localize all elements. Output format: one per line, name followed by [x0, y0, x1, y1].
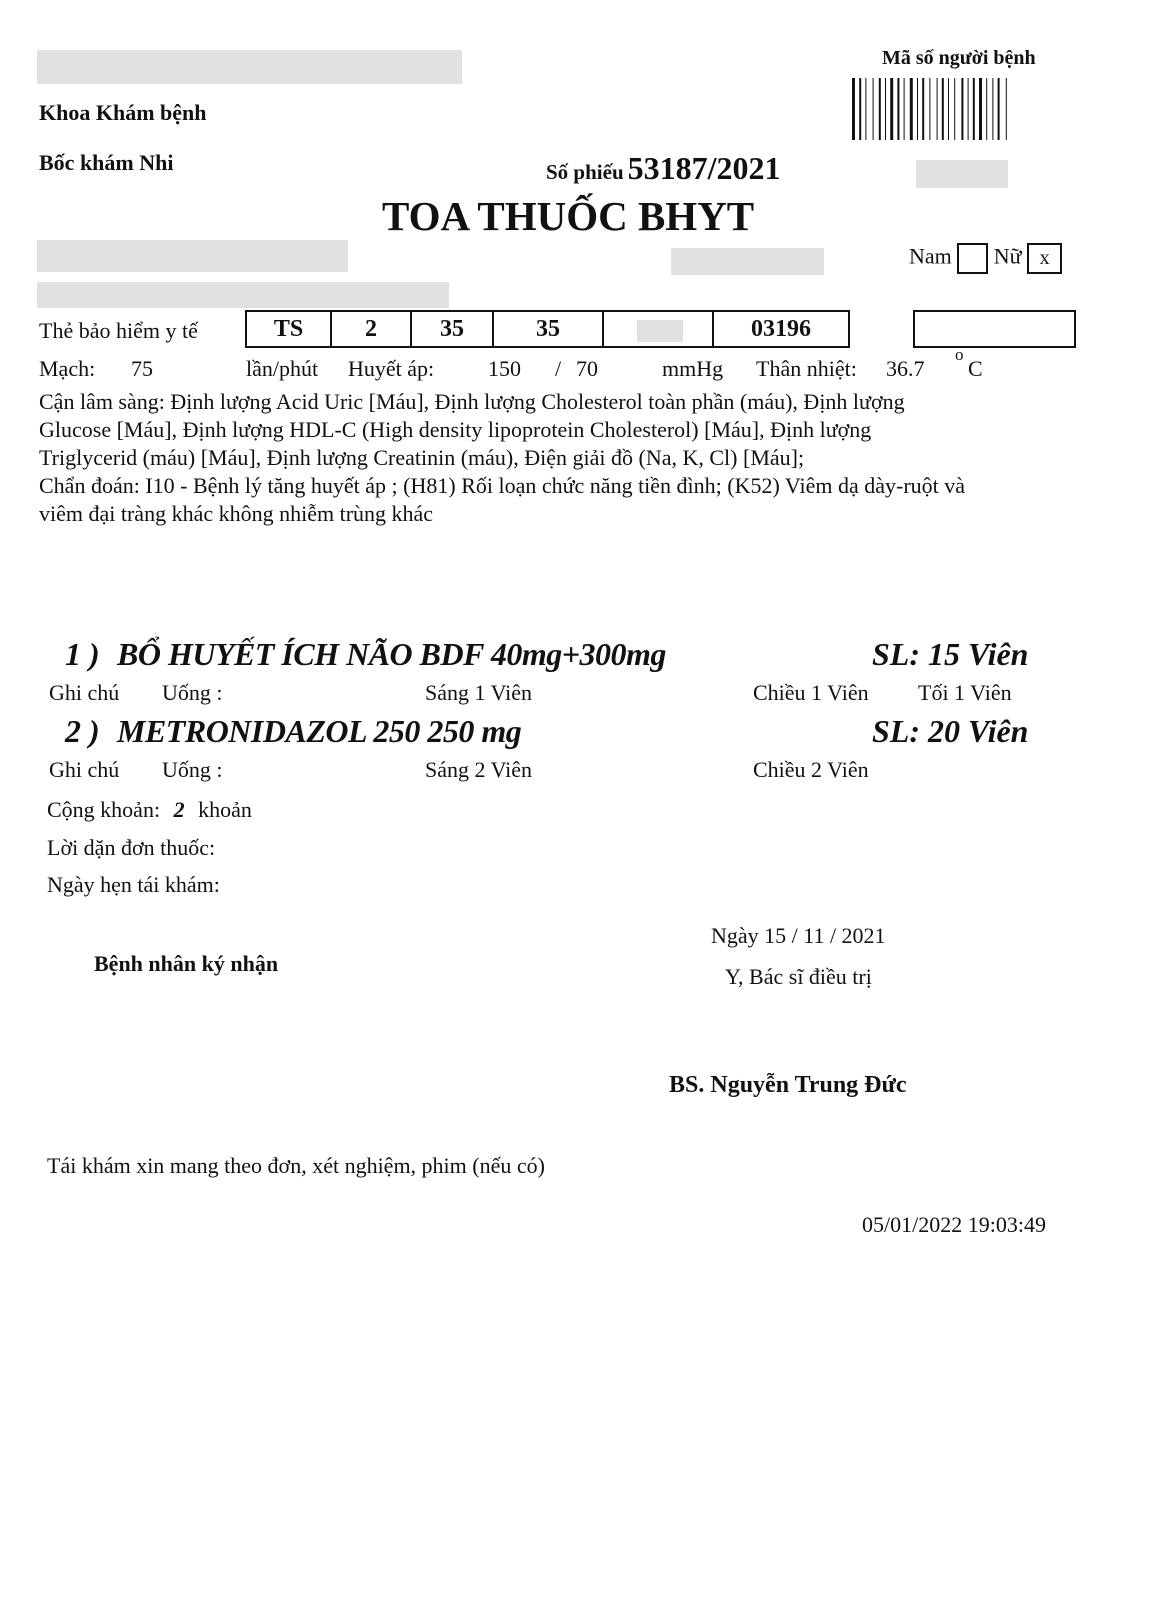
- document-title: TOA THUỐC BHYT: [382, 193, 755, 239]
- bp-diastolic: 70: [576, 356, 598, 381]
- ticket-label: Số phiếu: [546, 160, 624, 184]
- room-label: Bốc khám Nhi: [39, 150, 174, 175]
- temperature-value: 36.7: [886, 356, 925, 381]
- doctor-name: BS. Nguyễn Trung Đức: [669, 1072, 907, 1098]
- pulse-value: 75: [131, 356, 153, 381]
- insurance-extra-box: [913, 310, 1076, 348]
- patient-code-label: Mã số người bệnh: [882, 47, 1036, 69]
- advice-label: Lời dặn đơn thuốc:: [47, 835, 216, 860]
- drug-1-name: BỔ HUYẾT ÍCH NÃO BDF 40mg+300mg: [117, 636, 666, 672]
- redacted-patient-age: [671, 248, 824, 275]
- insurance-cell-3: 35: [412, 312, 494, 346]
- drug-2-afternoon: Chiều 2 Viên: [753, 757, 869, 782]
- drug-1-morning: Sáng 1 Viên: [425, 680, 533, 705]
- gender-female-label: Nữ: [993, 243, 1022, 269]
- gender-male-label: Nam: [909, 243, 952, 269]
- insurance-cell-1: TS: [247, 312, 332, 346]
- total-items-label: Cộng khoản:: [47, 797, 161, 822]
- department-label: Khoa Khám bệnh: [39, 100, 207, 125]
- insurance-cell-2: 2: [332, 312, 412, 346]
- clinical-tests-line-3: Triglycerid (máu) [Máu], Định lượng Creatinin (máu), Điện giải đồ (Na, K, Cl) [Máu];: [39, 445, 805, 470]
- drug-2-name: METRONIDAZOL 250 250 mg: [117, 713, 522, 749]
- drug-1-note-label: Ghi chú: [49, 680, 120, 705]
- revisit-label: Ngày hẹn tái khám:: [47, 872, 220, 897]
- drug-1-index: 1 ): [65, 636, 100, 672]
- total-items-unit: khoản: [198, 797, 252, 822]
- clinical-tests-line-2: Glucose [Máu], Định lượng HDL-C (High density lipoprotein Cholesterol) [Máu], Định lượng: [39, 417, 872, 442]
- print-timestamp: 05/01/2022 19:03:49: [862, 1212, 1046, 1237]
- diagnosis-line-1: Chẩn đoán: I10 - Bệnh lý tăng huyết áp ; (H81) Rối loạn chức năng tiền đình; (K52) Viêm dạ dày-ruột và: [39, 473, 966, 498]
- gender-male-checkbox[interactable]: [957, 243, 988, 274]
- pulse-label: Mạch:: [39, 356, 96, 381]
- redacted-patient-address: [37, 282, 449, 308]
- revisit-instruction-note: Tái khám xin mang theo đơn, xét nghiệm, phim (nếu có): [47, 1153, 545, 1178]
- drug-2-note-label: Ghi chú: [49, 757, 120, 782]
- drug-2-index: 2 ): [65, 713, 100, 749]
- temperature-unit-sup: o: [955, 345, 964, 364]
- doctor-role: Y, Bác sĩ điều trị: [725, 964, 872, 989]
- insurance-card-boxes: [245, 310, 850, 348]
- diagnosis-line-2: viêm đại tràng khác không nhiễm trùng khác: [39, 501, 434, 526]
- temperature-label: Thân nhiệt:: [756, 356, 857, 381]
- redacted-insurance-digits: [637, 320, 683, 342]
- gender-row: [909, 243, 1062, 274]
- pulse-unit: lần/phút: [246, 356, 319, 381]
- temperature-unit: C: [968, 356, 983, 381]
- patient-signature-label: Bệnh nhân ký nhận: [94, 951, 279, 976]
- redacted-field: [916, 160, 1008, 188]
- insurance-cell-4: 35: [494, 312, 604, 346]
- ticket-number: 53187/2021: [627, 150, 781, 186]
- drug-2-morning: Sáng 2 Viên: [425, 757, 533, 782]
- ticket-number-row: [546, 150, 781, 187]
- prescription-date: Ngày 15 / 11 / 2021: [711, 923, 886, 948]
- bp-separator: /: [555, 356, 562, 381]
- bp-unit: mmHg: [662, 356, 724, 381]
- total-items-row: [47, 797, 252, 823]
- drug-1-afternoon: Chiều 1 Viên: [753, 680, 869, 705]
- bp-systolic: 150: [488, 356, 521, 381]
- clinical-tests-line-1: Cận lâm sàng: Định lượng Acid Uric [Máu], Định lượng Cholesterol toàn phần (máu), Định lượng: [39, 389, 905, 414]
- drug-1-evening: Tối 1 Viên: [918, 680, 1012, 705]
- gender-female-checkbox[interactable]: x: [1027, 243, 1062, 274]
- bp-label: Huyết áp:: [348, 356, 435, 381]
- insurance-label: Thẻ bảo hiểm y tế: [39, 318, 198, 343]
- redacted-patient-name: [37, 240, 348, 272]
- total-items-count: 2: [173, 797, 185, 822]
- insurance-cell-6: 03196: [714, 312, 850, 346]
- drug-2-quantity: SL: 20 Viên: [872, 713, 1029, 749]
- redacted-hospital-name: [37, 50, 462, 84]
- patient-barcode: [850, 78, 1078, 140]
- drug-2-route: Uống :: [162, 757, 223, 782]
- drug-1-quantity: SL: 15 Viên: [872, 636, 1029, 672]
- drug-1-route: Uống :: [162, 680, 223, 705]
